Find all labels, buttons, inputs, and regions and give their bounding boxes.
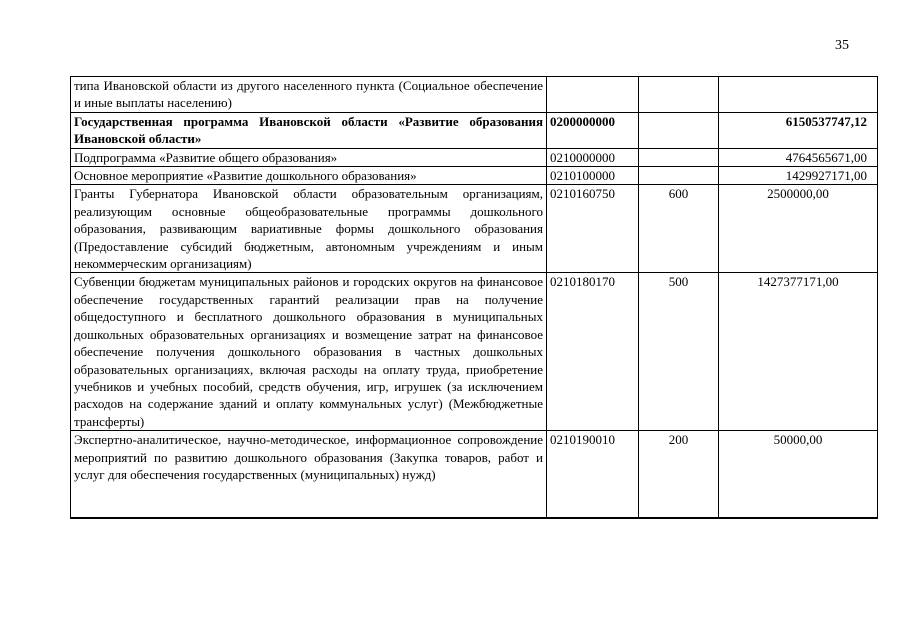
table-row	[71, 77, 878, 113]
row-code: 0200000000	[547, 112, 639, 148]
row-name: типа Ивановской области из другого населенного пункта (Социальное обеспечение и иные выплаты населению)	[71, 77, 547, 113]
row-expense-type	[639, 112, 719, 148]
page-number: 35	[835, 38, 849, 53]
table-row	[71, 112, 878, 148]
row-name: Подпрограмма «Развитие общего образования»	[71, 148, 547, 166]
table-row	[71, 148, 878, 166]
row-expense-type: 200	[639, 431, 719, 519]
table-row	[71, 167, 878, 185]
row-amount: 2500000,00	[719, 185, 878, 273]
row-amount: 6150537747,12	[719, 112, 878, 148]
row-expense-type	[639, 148, 719, 166]
row-name: Субвенции бюджетам муниципальных районов и городских округов на финансовое обеспечение государственных гарантий реализации прав на получение общедоступного и бесплатного дошкольного образования в муниципальных дошкольных образовательных организациях и возмещение затрат на финансовое обеспечение получения дошкольного образования в частных дошкольных образовательных организациях, включая расходы на оплату труда, приобретение учебников и учебных пособий, средств обучения, игр, игрушек (за исключением расходов на содержание зданий и оплату коммунальных услуг) (Межбюджетные трансферты)	[71, 273, 547, 431]
row-name: Основное мероприятие «Развитие дошкольного образования»	[71, 167, 547, 185]
row-expense-type: 500	[639, 273, 719, 431]
row-amount: 4764565671,00	[719, 148, 878, 166]
row-amount	[719, 77, 878, 113]
row-expense-type	[639, 77, 719, 113]
row-code: 0210100000	[547, 167, 639, 185]
row-expense-type	[639, 167, 719, 185]
row-amount: 1427377171,00	[719, 273, 878, 431]
row-code: 0210180170	[547, 273, 639, 431]
row-name: Государственная программа Ивановской области «Развитие образования Ивановской области»	[71, 112, 547, 148]
row-amount: 1429927171,00	[719, 167, 878, 185]
row-code: 0210190010	[547, 431, 639, 519]
table-row	[71, 431, 878, 519]
row-amount: 50000,00	[719, 431, 878, 519]
row-name: Экспертно-аналитическое, научно-методическое, информационное сопровождение мероприятий по развитию дошкольного образования (Закупка товаров, работ и услуг для обеспечения государственных (муниципальных) нужд)	[71, 431, 547, 519]
table-row	[71, 185, 878, 273]
table-row	[71, 273, 878, 431]
row-name: Гранты Губернатора Ивановской области образовательным организациям, реализующим основные общеобразовательные программы дошкольного образования, развивающим вариативные формы дошкольного образования (Предоставление субсидий бюджетным, автономным учреждениям и иным некоммерческим организациям)	[71, 185, 547, 273]
row-code	[547, 77, 639, 113]
row-code: 0210000000	[547, 148, 639, 166]
budget-table	[70, 76, 878, 519]
row-code: 0210160750	[547, 185, 639, 273]
row-expense-type: 600	[639, 185, 719, 273]
